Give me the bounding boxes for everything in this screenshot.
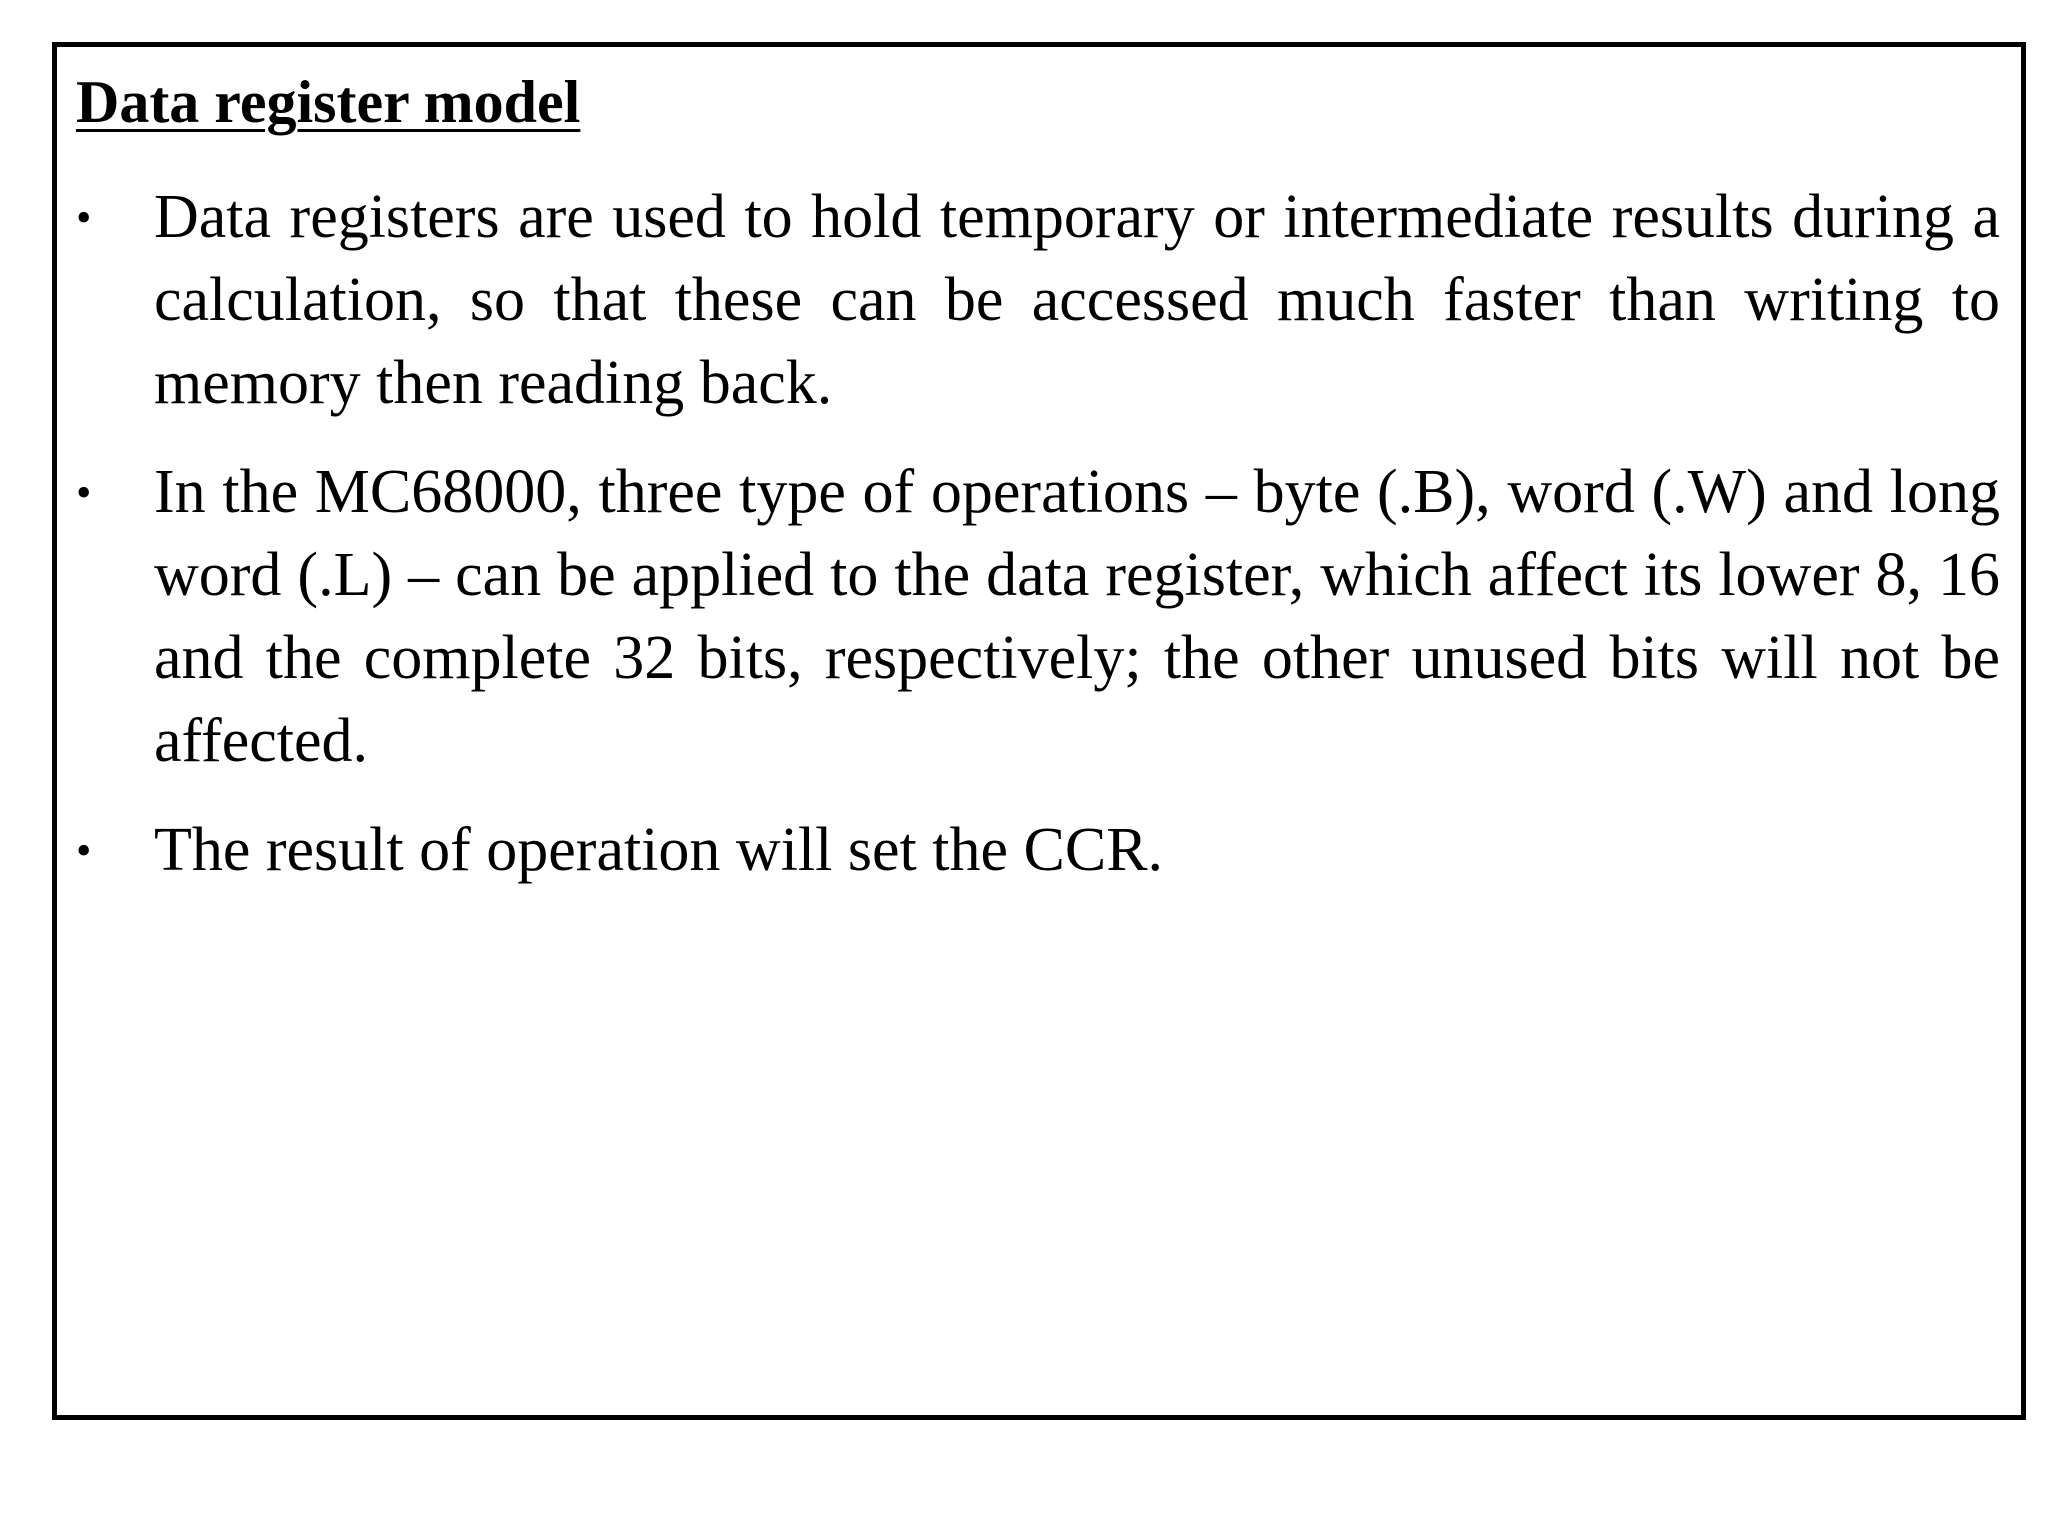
bullet-text: In the MC68000, three type of operations – byte (.B), word (.W) and long word (.L) – can be applied to the data register, which affect its lower 8, 16 and the complete 32 bits, respectively; the other unused bits will not be affected. (154, 458, 2000, 775)
list-item (76, 809, 2000, 892)
list-item (76, 176, 2000, 425)
bullet-text: Data registers are used to hold temporary or intermediate results during a calculation, so that these can be accessed much faster than writing to memory then reading back. (154, 183, 2000, 417)
list-item (76, 451, 2000, 783)
bullet-icon: • (76, 826, 92, 875)
bullet-icon: • (76, 468, 92, 517)
bullet-icon: • (76, 193, 92, 242)
page-title: Data register model (76, 69, 581, 135)
bullet-text: The result of operation will set the CCR. (154, 816, 1164, 884)
bullet-list (76, 176, 2000, 918)
